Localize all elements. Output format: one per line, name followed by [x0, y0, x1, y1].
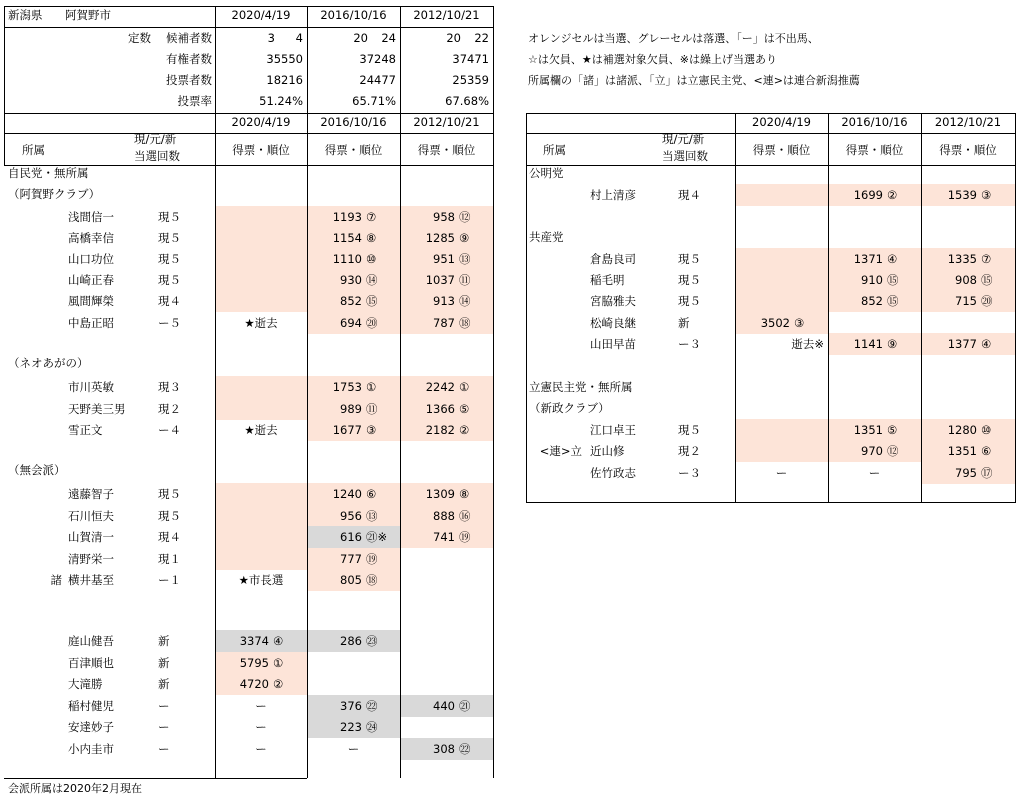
- cell-elected: [736, 184, 828, 206]
- result-votes: 715: [955, 294, 977, 308]
- result-rank: ⑧: [459, 487, 470, 501]
- cell-elected: [216, 526, 307, 548]
- col-status-2: 当選回数: [662, 149, 708, 163]
- result-votes: 1141: [853, 337, 883, 351]
- table-border: [1015, 113, 1016, 503]
- result-rank: ④: [273, 634, 284, 648]
- result-votes: 1677: [332, 423, 362, 437]
- candidate-status: 現５: [158, 252, 181, 266]
- legend-note: ☆は欠員、★は補選対象欠員、※は繰上げ当選あり: [528, 53, 777, 66]
- result-rank: ③: [366, 423, 377, 437]
- result-rank: ⑲: [366, 552, 378, 566]
- candidate-name: 山口功位: [68, 252, 114, 266]
- col-status-1: 現/元/新: [662, 132, 705, 146]
- result-votes: 989: [340, 402, 362, 416]
- cell-elected: [736, 248, 828, 270]
- result-rank: ㉑: [459, 699, 471, 713]
- candidate-status: ー３: [678, 466, 701, 480]
- table-border: [493, 6, 494, 113]
- stat-label: 投票者数: [166, 73, 212, 87]
- result-rank: ①: [459, 380, 470, 394]
- cell-elected: [216, 269, 307, 291]
- candidate-status: 新: [678, 316, 690, 330]
- candidate-status: 現５: [678, 273, 701, 287]
- group-sub: （阿賀野クラブ）: [8, 187, 101, 201]
- candidate-name: 浅間信一: [68, 210, 114, 224]
- result-rank: ⑳: [366, 316, 378, 330]
- result-votes: 1240: [332, 487, 362, 501]
- result-note: ★市長選: [238, 573, 284, 587]
- cell-elected: [736, 269, 828, 291]
- candidate-name: 稲毛明: [590, 273, 625, 287]
- candidate-status: ー４: [158, 423, 181, 437]
- table-border: [4, 133, 493, 134]
- col-affiliation: 所属: [543, 143, 566, 157]
- result-votes: 1037: [425, 273, 455, 287]
- date-header: 2020/4/19: [231, 115, 291, 129]
- table-border: [921, 113, 922, 502]
- candidate-status: 新: [158, 656, 170, 670]
- col-votes-rank: 得票・順位: [232, 143, 290, 157]
- result-votes: 5795: [239, 656, 269, 670]
- candidate-name: 大滝勝: [68, 677, 103, 691]
- table-border: [526, 133, 1015, 134]
- candidate-status: 現５: [158, 273, 181, 287]
- result-votes: 1193: [332, 210, 362, 224]
- result-dash: ー: [775, 466, 788, 480]
- result-votes: 1699: [853, 188, 883, 202]
- result-rank: ④: [981, 337, 992, 351]
- result-votes: 1335: [947, 252, 977, 266]
- row-prefix: 諸: [50, 573, 62, 587]
- cell-elected: [216, 206, 307, 228]
- col-status-1: 現/元/新: [134, 132, 177, 146]
- stat-value: 51.24%: [259, 94, 303, 108]
- candidate-status: 現２: [158, 402, 181, 416]
- result-votes: 1371: [853, 252, 883, 266]
- pref-label: 新潟県: [8, 8, 43, 22]
- result-votes: 223: [340, 720, 362, 734]
- result-votes: 970: [861, 444, 883, 458]
- table-border: [828, 113, 829, 502]
- cell-elected: [216, 376, 307, 398]
- candidate-name: 市川英敏: [68, 380, 114, 394]
- result-note: ★逝去: [244, 316, 278, 330]
- result-rank: ①: [273, 656, 284, 670]
- candidate-name: 稲村健児: [68, 699, 114, 713]
- candidate-name: 石川恒夫: [68, 509, 114, 523]
- cell-elected: [216, 227, 307, 249]
- date-header: 2020/4/19: [752, 115, 811, 129]
- candidate-status: 現３: [158, 380, 181, 394]
- result-rank: ⑲: [459, 530, 471, 544]
- result-rank: ⑨: [459, 231, 470, 245]
- table-border: [4, 27, 493, 28]
- result-rank: ⑨: [887, 337, 898, 351]
- date-header: 2016/10/16: [320, 115, 387, 129]
- cell-elected: [736, 419, 828, 441]
- result-rank: ⑱: [459, 316, 471, 330]
- result-note: 逝去※: [791, 337, 824, 351]
- date-header: 2012/10/21: [934, 115, 1002, 129]
- result-votes: 805: [340, 573, 362, 587]
- col-votes-rank: 得票・順位: [845, 143, 904, 157]
- stat-value: 3: [267, 31, 275, 45]
- candidate-name: 天野美三男: [68, 402, 126, 416]
- col-votes-rank: 得票・順位: [324, 143, 383, 157]
- result-votes: 1351: [853, 423, 883, 437]
- date-header: 2016/10/16: [841, 115, 908, 129]
- table-border: [215, 113, 216, 778]
- result-note: ★逝去: [244, 423, 278, 437]
- group-label: 立憲民主党・無所属: [529, 380, 633, 394]
- result-rank: ⑫: [459, 210, 471, 224]
- result-rank: ⑬: [459, 252, 471, 266]
- result-votes: 852: [861, 294, 883, 308]
- result-rank: ⑭: [366, 273, 378, 287]
- candidate-status: 現５: [158, 509, 181, 523]
- stat-value: 18216: [266, 73, 303, 87]
- candidate-status: ー: [158, 742, 170, 756]
- result-rank: ⑮: [887, 273, 899, 287]
- result-votes: 1309: [425, 487, 455, 501]
- col-votes-rank: 得票・順位: [752, 143, 811, 157]
- result-votes: 888: [433, 509, 455, 523]
- table-border: [4, 6, 5, 113]
- result-rank: ⑱: [366, 573, 378, 587]
- candidate-status: 新: [158, 634, 170, 648]
- stat-value: 25359: [452, 73, 489, 87]
- result-votes: 308: [433, 742, 455, 756]
- stat-label: 有権者数: [166, 52, 212, 66]
- result-rank: ⑤: [887, 423, 898, 437]
- cell-elected: [216, 290, 307, 312]
- result-votes: 3374: [239, 634, 269, 648]
- candidate-name: 中島正昭: [68, 316, 114, 330]
- result-rank: ⑪: [366, 402, 378, 416]
- candidate-name: 山賀清一: [68, 530, 114, 544]
- candidate-name: 山田早苗: [590, 337, 636, 351]
- stat-value: 65.71%: [352, 94, 396, 108]
- result-rank: ㉒: [459, 742, 471, 756]
- group-label: （ネオあがの）: [8, 356, 89, 370]
- result-votes: 1377: [947, 337, 977, 351]
- candidate-name: 小内圭市: [68, 742, 114, 756]
- cell-elected: [216, 398, 307, 420]
- col-affiliation: 所属: [22, 143, 45, 157]
- result-rank: ㉔: [366, 720, 378, 734]
- result-votes: 1154: [332, 231, 362, 245]
- result-votes: 1280: [947, 423, 977, 437]
- result-votes: 1366: [425, 402, 455, 416]
- result-rank: ⑬: [366, 509, 378, 523]
- candidate-name: 倉島良司: [590, 252, 636, 266]
- result-dash: ー: [255, 699, 267, 713]
- table-border: [215, 6, 216, 113]
- candidate-name: 高橋幸信: [68, 231, 114, 245]
- result-votes: 286: [340, 634, 362, 648]
- result-votes: 787: [433, 316, 455, 330]
- result-votes: 440: [433, 699, 455, 713]
- result-rank: ⑪: [459, 273, 471, 287]
- candidate-name: 雪正文: [68, 423, 103, 437]
- stat-value: 24: [381, 31, 396, 45]
- group-label: （無会派）: [8, 463, 66, 477]
- stat-value: 37471: [452, 52, 489, 66]
- result-rank: ⑯: [459, 509, 471, 523]
- result-rank: ②: [887, 188, 898, 202]
- result-votes: 2182: [425, 423, 455, 437]
- candidate-status: 現４: [158, 294, 181, 308]
- result-votes: 908: [955, 273, 977, 287]
- candidate-name: 宮脇雅夫: [590, 294, 636, 308]
- candidate-name: 庭山健吾: [68, 634, 114, 648]
- stat-value: 37248: [359, 52, 396, 66]
- date-header: 2012/10/21: [413, 8, 480, 22]
- result-rank: ②: [273, 677, 284, 691]
- candidate-name: 安達妙子: [68, 720, 114, 734]
- result-dash: ー: [255, 720, 267, 734]
- result-rank: ⑰: [981, 466, 993, 480]
- result-votes: 795: [955, 466, 977, 480]
- date-header: 2012/10/21: [413, 115, 480, 129]
- candidate-status: ー１: [158, 573, 181, 587]
- result-rank: ⑮: [366, 294, 378, 308]
- result-dash: ー: [868, 466, 881, 480]
- candidate-status: 現４: [678, 188, 701, 202]
- result-rank: ③: [794, 316, 805, 330]
- table-border: [307, 6, 308, 113]
- result-dash: ー: [255, 742, 267, 756]
- result-rank: ⑫: [887, 444, 899, 458]
- result-rank: ⑮: [887, 294, 899, 308]
- candidate-status: 現５: [158, 231, 181, 245]
- result-dash: ー: [347, 742, 360, 756]
- result-votes: 951: [433, 252, 455, 266]
- candidate-status: 現５: [678, 294, 701, 308]
- candidate-name: 横井基至: [68, 573, 114, 587]
- candidate-status: 現５: [678, 423, 701, 437]
- legend-note: オレンジセルは当選、グレーセルは落選、「ー」は不出馬、: [528, 32, 819, 45]
- result-rank: ㉒: [366, 699, 378, 713]
- result-rank: ⑦: [366, 210, 377, 224]
- group-sub: （新政クラブ）: [529, 401, 610, 415]
- result-rank: ⑩: [366, 252, 377, 266]
- cell-elected: [216, 505, 307, 527]
- table-border: [735, 113, 736, 502]
- result-rank: ②: [459, 423, 470, 437]
- candidate-status: ー: [158, 699, 170, 713]
- result-votes: 4720: [239, 677, 269, 691]
- cell-elected: [736, 290, 828, 312]
- group-label: 共産党: [529, 230, 564, 244]
- col-status-2: 当選回数: [134, 149, 180, 163]
- result-rank: ⑤: [459, 402, 470, 416]
- table-border: [4, 778, 215, 779]
- stat-value: 24477: [359, 73, 396, 87]
- candidate-name: 清野栄一: [68, 552, 114, 566]
- result-votes: 1285: [425, 231, 455, 245]
- result-rank: ⑮: [981, 273, 993, 287]
- result-rank: ㉑※: [366, 530, 388, 544]
- result-votes: 956: [340, 509, 362, 523]
- table-border: [526, 113, 527, 502]
- result-votes: 616: [340, 530, 362, 544]
- stat-prefix: 定数: [128, 31, 151, 45]
- result-votes: 376: [340, 699, 362, 713]
- candidate-name: 佐竹政志: [590, 466, 636, 480]
- candidate-status: 現５: [158, 210, 181, 224]
- result-rank: ⑭: [459, 294, 471, 308]
- candidate-name: 風間輝榮: [68, 294, 114, 308]
- stat-value: 67.68%: [445, 94, 489, 108]
- row-prefix: <連>立: [539, 444, 582, 458]
- col-votes-rank: 得票・順位: [417, 143, 476, 157]
- candidate-status: 現１: [158, 552, 181, 566]
- candidate-name: 百津順也: [68, 656, 114, 670]
- result-rank: ⑥: [981, 444, 992, 458]
- group-label: 自民党・無所属: [8, 166, 89, 180]
- result-rank: ㉓: [366, 634, 378, 648]
- result-votes: 1110: [332, 252, 362, 266]
- result-rank: ⑧: [366, 231, 377, 245]
- candidate-status: 現２: [678, 444, 701, 458]
- stat-value: 20: [353, 31, 368, 45]
- candidate-status: 新: [158, 677, 170, 691]
- result-rank: ⑩: [981, 423, 992, 437]
- cell-elected: [216, 548, 307, 570]
- result-rank: ⑥: [366, 487, 377, 501]
- legend-note: 所属欄の「諸」は諸派、「立」は立憲民主党、<連>は連合新潟推薦: [528, 74, 860, 87]
- candidate-status: ー: [158, 720, 170, 734]
- group-label: 公明党: [529, 166, 564, 180]
- table-border: [400, 6, 401, 113]
- result-rank: ①: [366, 380, 377, 394]
- result-votes: 1539: [947, 188, 977, 202]
- col-votes-rank: 得票・順位: [939, 143, 997, 157]
- candidate-name: 遠藤智子: [68, 487, 114, 501]
- result-votes: 741: [433, 530, 455, 544]
- result-rank: ⑳: [981, 294, 993, 308]
- result-votes: 2242: [425, 380, 455, 394]
- candidate-name: 村上清彦: [590, 188, 636, 202]
- cell-elected: [216, 248, 307, 270]
- candidate-status: 現５: [678, 252, 701, 266]
- stat-label: 投票率: [177, 94, 212, 108]
- stat-value: 20: [446, 31, 461, 45]
- candidate-name: 近山修: [590, 444, 625, 458]
- candidate-name: 山崎正春: [68, 273, 114, 287]
- date-header: 2020/4/19: [231, 8, 291, 22]
- candidate-status: 現５: [158, 487, 181, 501]
- table-border: [4, 113, 5, 165]
- city-label: 阿賀野市: [65, 8, 111, 22]
- candidate-name: 松崎良継: [590, 316, 636, 330]
- table-border: [493, 113, 494, 778]
- table-border: [400, 113, 401, 778]
- result-rank: ⑦: [981, 252, 992, 266]
- result-votes: 1753: [332, 380, 362, 394]
- table-border: [526, 502, 1015, 503]
- stat-value: 4: [295, 31, 303, 45]
- stat-label: 候補者数: [166, 31, 212, 45]
- result-votes: 694: [340, 316, 362, 330]
- table-border: [215, 778, 307, 779]
- candidate-name: 江口卓王: [590, 423, 636, 437]
- result-votes: 3502: [760, 316, 790, 330]
- stat-value: 22: [474, 31, 489, 45]
- result-rank: ③: [981, 188, 992, 202]
- result-votes: 852: [340, 294, 362, 308]
- result-votes: 777: [340, 552, 362, 566]
- candidate-status: 現４: [158, 530, 181, 544]
- result-votes: 930: [340, 273, 362, 287]
- candidate-status: ー３: [678, 337, 701, 351]
- result-votes: 958: [433, 210, 455, 224]
- result-votes: 910: [861, 273, 883, 287]
- candidate-status: ー５: [158, 316, 181, 330]
- result-votes: 1351: [947, 444, 977, 458]
- result-votes: 913: [433, 294, 455, 308]
- footer-note: 会派所属は2020年2月現在: [8, 782, 142, 795]
- stat-value: 35550: [266, 52, 303, 66]
- table-border: [307, 113, 308, 778]
- cell-elected: [216, 483, 307, 505]
- result-rank: ④: [887, 252, 898, 266]
- cell-elected: [736, 440, 828, 462]
- date-header: 2016/10/16: [320, 8, 387, 22]
